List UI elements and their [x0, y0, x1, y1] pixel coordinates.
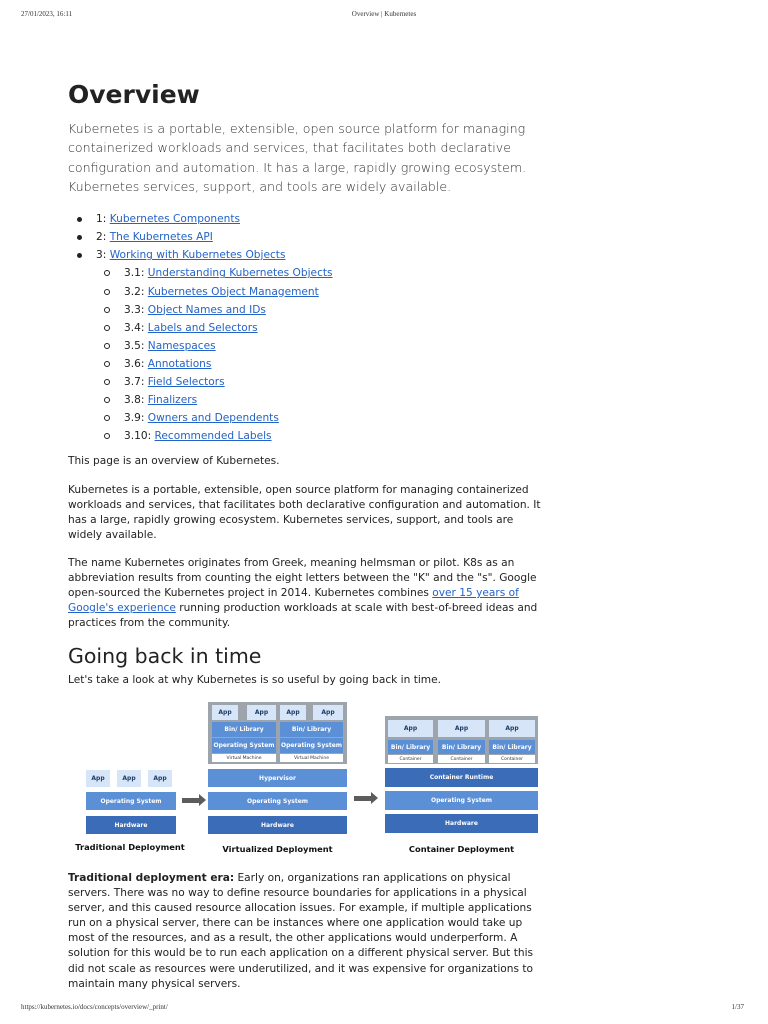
traditional-os-box: Operating System — [86, 792, 176, 810]
toc-subitem — [96, 337, 548, 355]
description-paragraph: Kubernetes is a portable, extensible, open source platform for managing containerized workloads and services, that facilitates both declarative configuration and automation. It has a large, rapidly growing ecosystem. Kubernetes services, support, and tools are widely available. — [68, 483, 541, 541]
toc-link-components[interactable]: Kubernetes Components — [109, 213, 241, 226]
vm-app-box: App — [247, 705, 276, 720]
print-page-number: 1/37 — [731, 1003, 744, 1011]
print-datetime: 27/01/2023, 16:11 — [21, 10, 73, 18]
traditional-hardware-box: Hardware — [86, 816, 176, 834]
toc-subitem — [96, 283, 548, 301]
toc-number: 3.5: — [124, 339, 148, 352]
toc-subitem — [96, 301, 548, 319]
traditional-app-box: App — [148, 770, 172, 787]
traditional-era-text: Early on, organizations ran applications on physical servers. There was no way to define resource boundaries for applications in a physical server, and this caused resource allocation issues. For example, if multiple applications run on a physical server, there can be instances where one application would take up most of the resources, and as a result, the other applications would underperform. A solution for this would be to run each application on a different physical server. But this did not scale as resources were underutilized, and it was expensive for organizations to maintain many physical servers. — [68, 872, 534, 990]
toc-subitem — [96, 319, 548, 337]
toc-number: 3.9: — [124, 412, 148, 425]
toc-link-object-management[interactable]: Kubernetes Object Management — [147, 285, 319, 298]
container-bin-library-box: Bin/ Library — [388, 740, 433, 754]
toc-link-owners-dependents[interactable]: Owners and Dependents — [147, 412, 279, 425]
intro-sentence: This page is an overview of Kubernetes. — [68, 455, 280, 468]
vm-bin-library-box: Bin/ Library — [212, 722, 276, 737]
container-app-box: App — [438, 720, 485, 737]
toc-subitem — [96, 264, 548, 282]
table-of-contents — [68, 210, 548, 445]
toc-subitem — [96, 391, 548, 409]
toc-link-labels-selectors[interactable]: Labels and Selectors — [147, 321, 258, 334]
toc-number: 2: — [96, 231, 110, 244]
section-intro: Let's take a look at why Kubernetes is so useful by going back in time. — [68, 674, 441, 687]
arrow-right-icon — [182, 798, 200, 803]
toc-number: 3.7: — [124, 376, 148, 389]
toc-item — [68, 210, 548, 228]
google-experience-link[interactable]: over 15 years of Google's experience — [68, 587, 519, 615]
hypervisor-box: Hypervisor — [208, 769, 347, 787]
vm-label: Virtual Machine — [280, 754, 343, 762]
print-url: https://kubernetes.io/docs/concepts/overview/_print/ — [21, 1003, 168, 1011]
page-title: Overview — [68, 80, 200, 109]
caption-virtualized: Virtualized Deployment — [222, 844, 333, 854]
toc-number: 3.10: — [124, 430, 155, 443]
toc-number: 3.6: — [124, 357, 148, 370]
lead-paragraph: Kubernetes is a portable, extensible, open source platform for managing containerized workloads and services, that facilitates both declarative configuration and automation. It has a large, rapidly growing ecosystem. Kubernetes services, support, and tools are widely available. — [68, 121, 527, 194]
toc-number: 3.8: — [124, 394, 148, 407]
container-app-box: App — [489, 720, 535, 737]
toc-subitem — [96, 427, 548, 445]
toc-sublist — [96, 264, 548, 445]
caption-traditional: Traditional Deployment — [75, 842, 185, 852]
toc-link-understanding-objects[interactable]: Understanding Kubernetes Objects — [147, 267, 333, 280]
traditional-era-paragraph — [68, 871, 548, 992]
virtualized-os-box: Operating System — [208, 792, 347, 810]
vm-os-box: Operating System — [212, 738, 276, 753]
toc-subitem — [96, 355, 548, 373]
name-origin-text-end: running production workloads at scale with best-of-breed ideas and practices from the community. — [68, 602, 538, 630]
print-page-title: Overview | Kubernetes — [351, 10, 417, 18]
traditional-era-section — [68, 871, 548, 992]
container-label: Container — [438, 755, 485, 763]
toc-number: 3.4: — [124, 321, 148, 334]
toc-number: 3.2: — [124, 285, 148, 298]
section-heading: Going back in time — [68, 644, 262, 669]
toc-item — [68, 228, 548, 246]
name-origin-text: The name Kubernetes originates from Greek, meaning helmsman or pilot. K8s as an abbreviation results from counting the eight letters between the "K" and the "s". Google open-sourced the Kubernetes project in 2014. Kubernetes combines — [68, 556, 537, 600]
caption-container: Container Deployment — [408, 844, 515, 854]
container-os-box: Operating System — [385, 791, 538, 810]
arrow-right-icon — [354, 796, 372, 801]
container-runtime-box: Container Runtime — [385, 768, 538, 787]
toc-link-objects[interactable]: Working with Kubernetes Objects — [109, 249, 286, 262]
toc-link-annotations[interactable]: Annotations — [147, 357, 212, 370]
name-origin-paragraph — [68, 556, 548, 631]
vm-app-box: App — [313, 705, 343, 720]
toc-subitem — [96, 373, 548, 391]
toc-link-namespaces[interactable]: Namespaces — [147, 339, 216, 352]
toc-link-names-ids[interactable]: Object Names and IDs — [147, 303, 266, 316]
main-content — [68, 78, 548, 688]
container-label: Container — [489, 755, 535, 763]
vm-os-box: Operating System — [280, 738, 343, 753]
traditional-app-box: App — [117, 770, 141, 787]
toc-link-field-selectors[interactable]: Field Selectors — [147, 376, 225, 389]
toc-link-finalizers[interactable]: Finalizers — [147, 394, 198, 407]
deployment-diagram — [68, 700, 548, 865]
toc-number: 3.3: — [124, 303, 148, 316]
toc-link-recommended-labels[interactable]: Recommended Labels — [154, 430, 272, 443]
toc-link-api[interactable]: The Kubernetes API — [109, 231, 213, 244]
vm-app-box: App — [280, 705, 306, 720]
container-hardware-box: Hardware — [385, 814, 538, 833]
traditional-era-heading: Traditional deployment era: — [68, 872, 235, 884]
virtualized-hardware-box: Hardware — [208, 816, 347, 834]
toc-subitem — [96, 409, 548, 427]
toc-number: 1: — [96, 213, 110, 226]
toc-number: 3.1: — [124, 267, 148, 280]
toc-item — [68, 246, 548, 445]
traditional-app-box: App — [86, 770, 110, 787]
container-bin-library-box: Bin/ Library — [489, 740, 535, 754]
vm-app-box: App — [212, 705, 238, 720]
container-app-box: App — [388, 720, 433, 737]
vm-bin-library-box: Bin/ Library — [280, 722, 343, 737]
vm-label: Virtual Machine — [212, 754, 276, 762]
toc-number: 3: — [96, 249, 110, 262]
container-bin-library-box: Bin/ Library — [438, 740, 485, 754]
container-label: Container — [388, 755, 433, 763]
